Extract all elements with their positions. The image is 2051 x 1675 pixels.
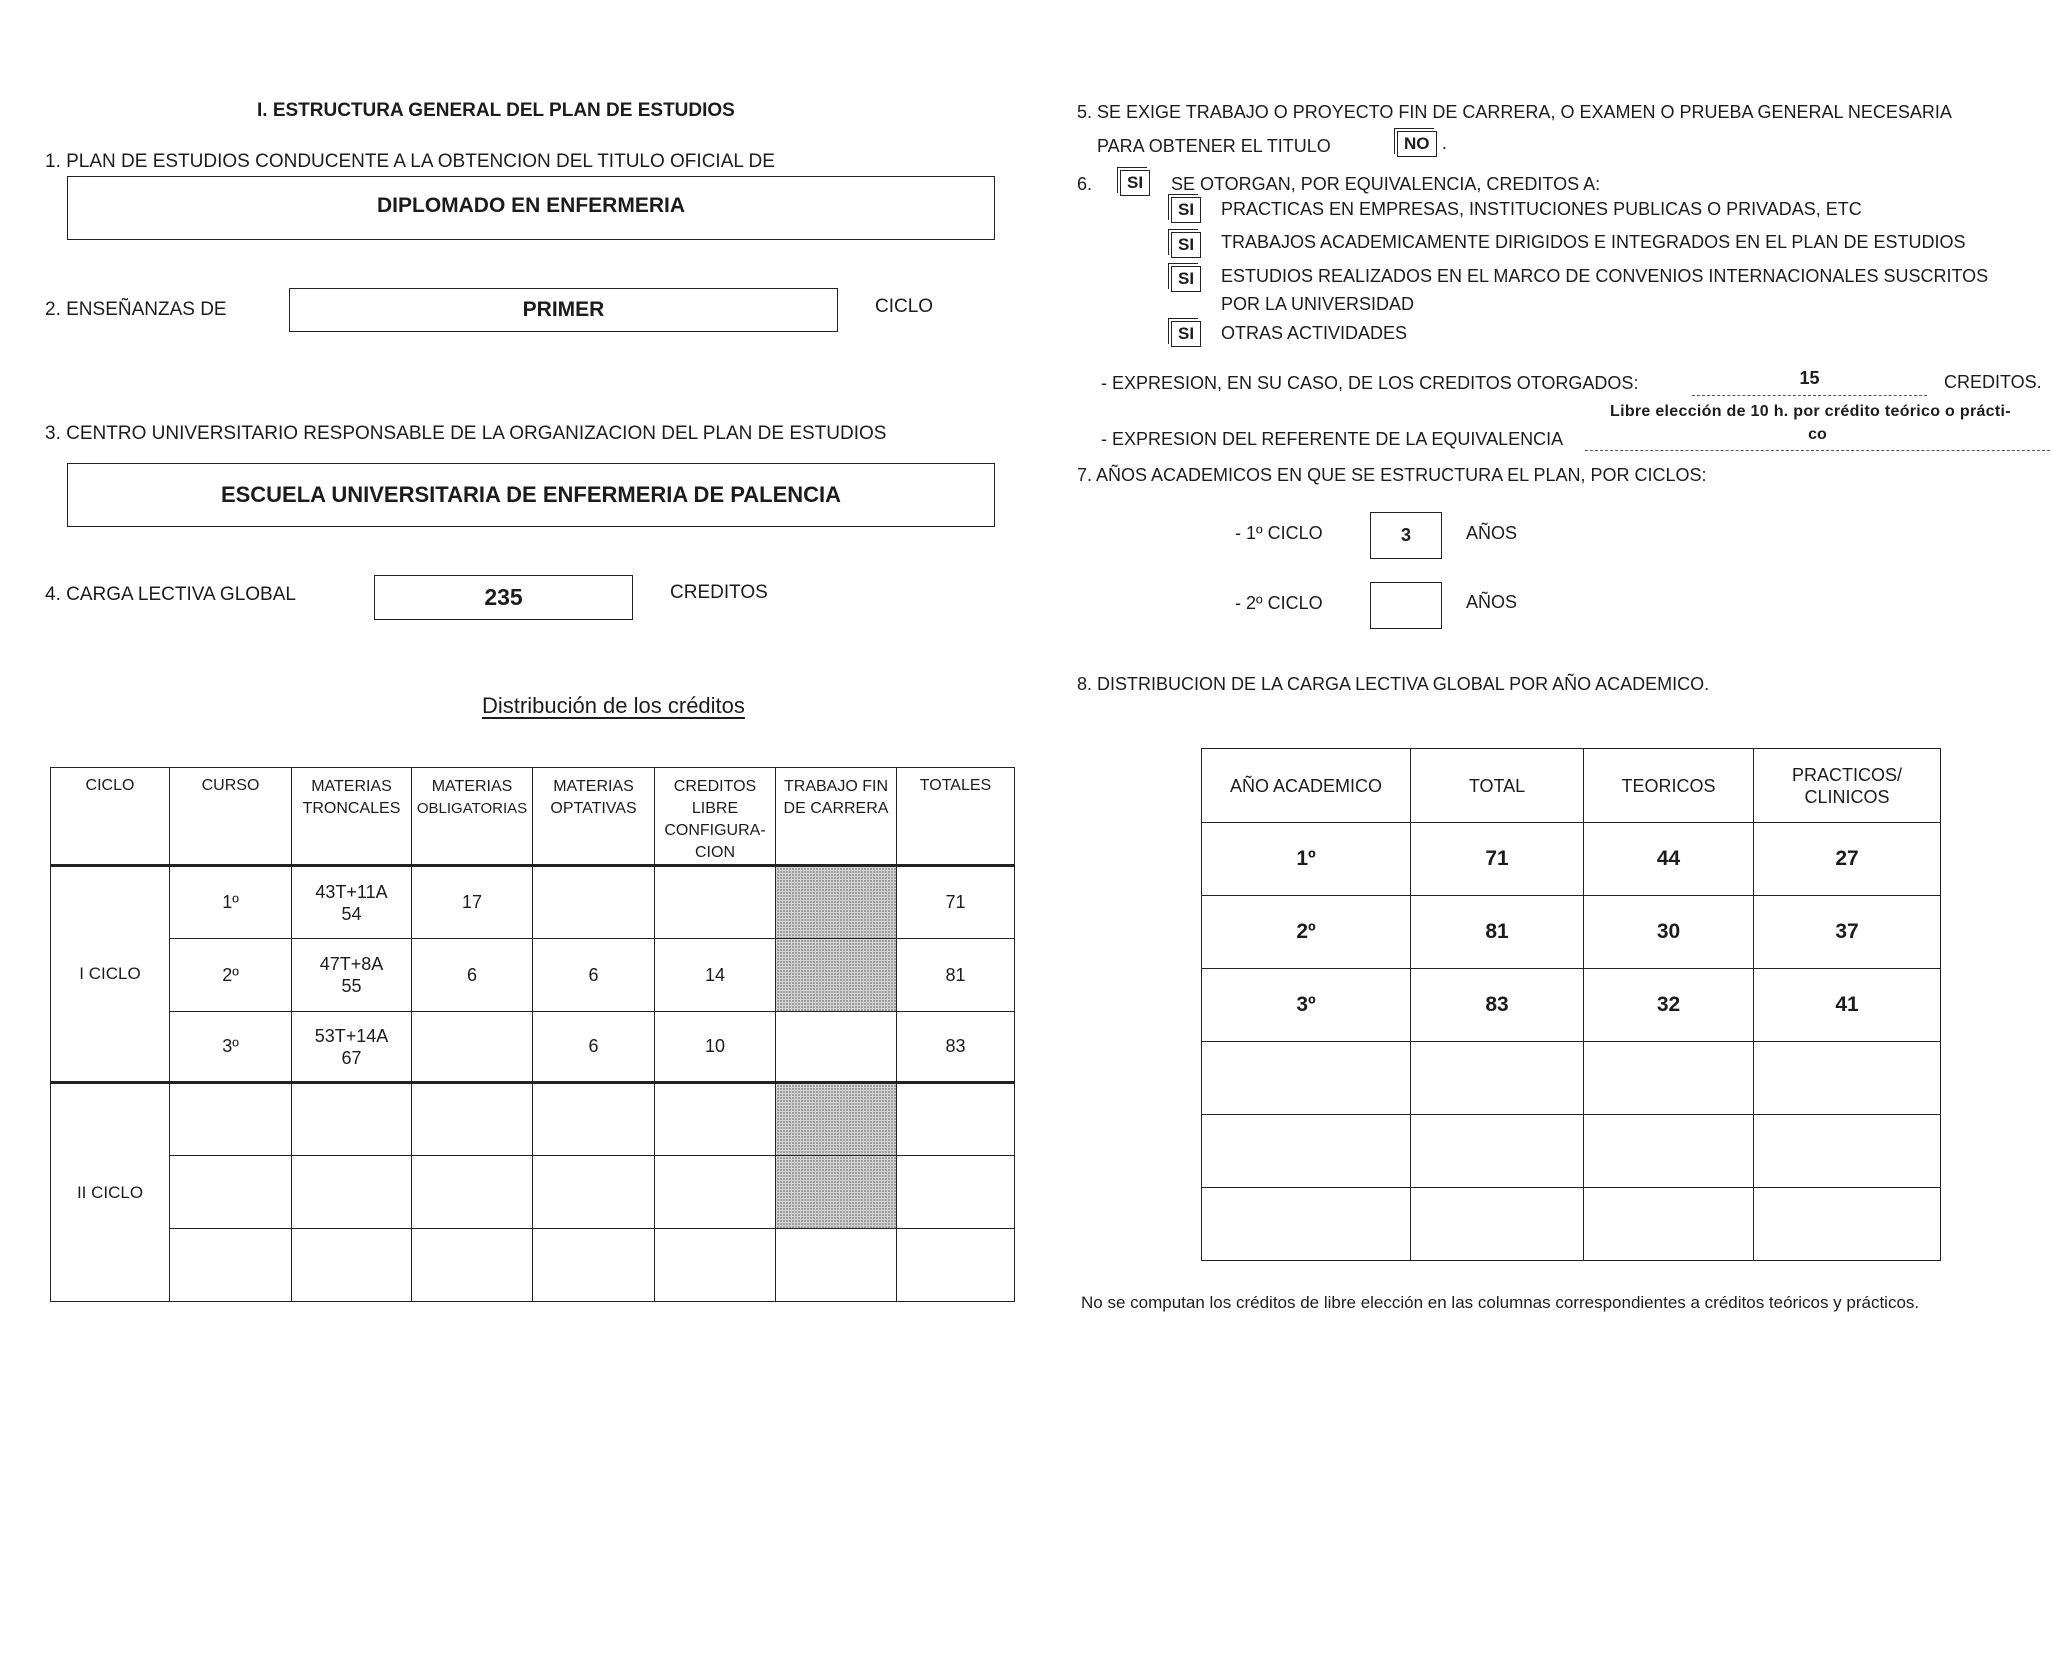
table-row xyxy=(1202,1188,1941,1261)
expr-credits-unit: CREDITOS. xyxy=(1944,372,2042,392)
q6-item-1-box: SI xyxy=(1171,197,1201,223)
table-row xyxy=(51,939,1015,1012)
q6-label: SE OTORGAN, POR EQUIVALENCIA, CREDITOS A: xyxy=(1171,174,1601,194)
q7-cycle1-label: - 1º CICLO xyxy=(1235,523,1323,543)
q6-item-3-answer xyxy=(1171,266,1201,292)
center-field xyxy=(67,463,995,527)
expr-credits-value: 15 xyxy=(1692,368,1927,396)
expr-ref-line2: co xyxy=(1585,426,2050,451)
q5-answer-box: NO xyxy=(1397,131,1437,157)
q7-cycle1-unit: AÑOS xyxy=(1466,523,1518,543)
header-total: TOTAL xyxy=(1411,749,1584,823)
table-row xyxy=(1202,1115,1941,1188)
trabajo-cell xyxy=(776,1012,897,1083)
troncales-cell: 53T+14A 67 xyxy=(292,1012,412,1083)
obligatorias-cell: 6 xyxy=(412,939,533,1012)
totales-cell: 71 xyxy=(897,866,1015,939)
empty-cell xyxy=(170,1083,292,1156)
cycle-field xyxy=(289,288,838,332)
q6-item-3-text2: POR LA UNIVERSIDAD xyxy=(1221,294,1415,314)
optativas-cell: 6 xyxy=(533,939,655,1012)
credits-field xyxy=(374,575,633,620)
obligatorias-cell: 17 xyxy=(412,866,533,939)
empty-cell xyxy=(1411,1188,1584,1261)
empty-cell xyxy=(655,1229,776,1302)
anio-cell: 1º xyxy=(1202,823,1411,896)
empty-cell xyxy=(655,1083,776,1156)
optativas-cell: 6 xyxy=(533,1012,655,1083)
empty-cell xyxy=(1202,1115,1411,1188)
shaded-cell xyxy=(776,866,897,939)
q8-label: 8. DISTRIBUCION DE LA CARGA LECTIVA GLOBAL POR AÑO ACADEMICO. xyxy=(1077,674,1710,694)
q6-item-4-text: OTRAS ACTIVIDADES xyxy=(1221,323,1408,343)
curso-cell: 2º xyxy=(170,939,292,1012)
anio-cell: 3º xyxy=(1202,969,1411,1042)
q4-label: 4. CARGA LECTIVA GLOBAL xyxy=(45,584,296,605)
practicos-cell: 37 xyxy=(1754,896,1941,969)
q5-dot: . xyxy=(1441,133,1448,154)
table-row xyxy=(51,1229,1015,1302)
shaded-cell xyxy=(776,1083,897,1156)
ciclo-2-cell: II CICLO xyxy=(51,1083,170,1302)
header-trabajo-fin-carrera: TRABAJO FIN DE CARRERA xyxy=(776,768,897,866)
empty-cell xyxy=(1411,1042,1584,1115)
empty-cell xyxy=(292,1083,412,1156)
libre-cell: 14 xyxy=(655,939,776,1012)
q6-item-1-answer xyxy=(1171,197,1201,223)
empty-cell xyxy=(897,1083,1015,1156)
empty-cell xyxy=(897,1229,1015,1302)
empty-cell xyxy=(533,1229,655,1302)
header-troncales: MATERIAS TRONCALES xyxy=(292,768,412,866)
q6-answer xyxy=(1120,170,1150,196)
center-value: ESCUELA UNIVERSITARIA DE ENFERMERIA DE PALENCIA xyxy=(220,482,842,507)
empty-cell xyxy=(412,1229,533,1302)
ciclo-1-cell: I CICLO xyxy=(51,866,170,1083)
q6-item-1-text: PRACTICAS EN EMPRESAS, INSTITUCIONES PUBLICAS O PRIVADAS, ETC xyxy=(1221,199,1862,219)
expr-ref-line1: Libre elección de 10 h. por crédito teórico o prácti- xyxy=(1610,403,2011,420)
empty-cell xyxy=(1202,1188,1411,1261)
header-curso: CURSO xyxy=(170,768,292,866)
q7-cycle2-field xyxy=(1370,582,1442,629)
credits-distribution-table xyxy=(50,767,1015,1302)
expr-ref-label: - EXPRESION DEL REFERENTE DE LA EQUIVALENCIA xyxy=(1101,429,1564,449)
header-teoricos: TEORICOS xyxy=(1584,749,1754,823)
q8-footnote: No se computan los créditos de libre elección en las columnas correspondientes a créditos teóricos y prácticos. xyxy=(1081,1293,1920,1312)
header-ciclo: CICLO xyxy=(51,768,170,866)
table-row xyxy=(1202,823,1941,896)
table-row xyxy=(51,1156,1015,1229)
empty-cell xyxy=(1584,1042,1754,1115)
empty-cell xyxy=(776,1229,897,1302)
teoricos-cell: 30 xyxy=(1584,896,1754,969)
expr-credits-label: - EXPRESION, EN SU CASO, DE LOS CREDITOS OTORGADOS: xyxy=(1101,373,1639,393)
header-libre-configuracion: CREDITOS LIBRE CONFIGURA- CION xyxy=(655,768,776,866)
teoricos-cell: 44 xyxy=(1584,823,1754,896)
empty-cell xyxy=(1584,1188,1754,1261)
header-anio: AÑO ACADEMICO xyxy=(1202,749,1411,823)
table-header-row xyxy=(1202,749,1941,823)
empty-cell xyxy=(412,1083,533,1156)
anio-cell: 2º xyxy=(1202,896,1411,969)
q6-answer-box: SI xyxy=(1120,170,1150,196)
empty-cell xyxy=(1202,1042,1411,1115)
shaded-cell xyxy=(776,1156,897,1229)
q6-item-2-text: TRABAJOS ACADEMICAMENTE DIRIGIDOS E INTEGRADOS EN EL PLAN DE ESTUDIOS xyxy=(1221,232,1966,252)
q6-item-4-box: SI xyxy=(1171,321,1201,347)
empty-cell xyxy=(1754,1115,1941,1188)
q6-item-3-box: SI xyxy=(1171,266,1201,292)
q7-cycle2-label: - 2º CICLO xyxy=(1235,593,1323,613)
teoricos-cell: 32 xyxy=(1584,969,1754,1042)
curso-cell: 1º xyxy=(170,866,292,939)
practicos-cell: 27 xyxy=(1754,823,1941,896)
distribution-title: Distribución de los créditos xyxy=(482,693,745,718)
q6-item-3-text: ESTUDIOS REALIZADOS EN EL MARCO DE CONVENIOS INTERNACIONALES SUSCRITOS xyxy=(1221,266,1989,286)
curso-cell: 3º xyxy=(170,1012,292,1083)
empty-cell xyxy=(170,1156,292,1229)
q7-cycle2-unit: AÑOS xyxy=(1466,592,1518,612)
empty-cell xyxy=(412,1156,533,1229)
q7-label: 7. AÑOS ACADEMICOS EN QUE SE ESTRUCTURA EL PLAN, POR CICLOS: xyxy=(1077,465,1707,485)
total-cell: 71 xyxy=(1411,823,1584,896)
empty-cell xyxy=(292,1229,412,1302)
table-header-row xyxy=(51,768,1015,866)
q7-cycle1-value: 3 xyxy=(1400,525,1411,545)
q5-line2: PARA OBTENER EL TITULO xyxy=(1097,136,1331,156)
title-field xyxy=(67,176,995,240)
q3-label: 3. CENTRO UNIVERSITARIO RESPONSABLE DE LA ORGANIZACION DEL PLAN DE ESTUDIOS xyxy=(45,423,887,444)
total-cell: 81 xyxy=(1411,896,1584,969)
empty-cell xyxy=(170,1229,292,1302)
cycle-value: PRIMER xyxy=(522,298,605,321)
q6-item-2-answer xyxy=(1171,232,1201,258)
libre-cell xyxy=(655,866,776,939)
header-obligatorias: MATERIAS OBLIGATORIAS xyxy=(412,768,533,866)
q2-label: 2. ENSEÑANZAS DE xyxy=(45,299,227,320)
q5-line1: 5. SE EXIGE TRABAJO O PROYECTO FIN DE CARRERA, O EXAMEN O PRUEBA GENERAL NECESARIA xyxy=(1077,102,1952,122)
header-optativas: MATERIAS OPTATIVAS xyxy=(533,768,655,866)
optativas-cell xyxy=(533,866,655,939)
title-value: DIPLOMADO EN ENFERMERIA xyxy=(376,194,685,217)
header-totales: TOTALES xyxy=(897,768,1015,866)
header-practicos: PRACTICOS/ CLINICOS xyxy=(1754,749,1941,823)
q6-item-2-box: SI xyxy=(1171,232,1201,258)
credits-value: 235 xyxy=(484,584,523,610)
table-row xyxy=(51,866,1015,939)
obligatorias-cell xyxy=(412,1012,533,1083)
table-row xyxy=(1202,896,1941,969)
totales-cell: 81 xyxy=(897,939,1015,1012)
empty-cell xyxy=(533,1083,655,1156)
troncales-cell: 47T+8A 55 xyxy=(292,939,412,1012)
q1-label: 1. PLAN DE ESTUDIOS CONDUCENTE A LA OBTENCION DEL TITULO OFICIAL DE xyxy=(45,151,775,172)
empty-cell xyxy=(1754,1042,1941,1115)
q4-suffix: CREDITOS xyxy=(670,582,768,603)
q6-item-4-answer xyxy=(1171,321,1201,347)
years-distribution-table xyxy=(1201,748,1941,1261)
table-row xyxy=(1202,969,1941,1042)
practicos-cell: 41 xyxy=(1754,969,1941,1042)
q6-number: 6. xyxy=(1077,174,1093,194)
empty-cell xyxy=(655,1156,776,1229)
q5-answer xyxy=(1397,131,1447,157)
table-row xyxy=(51,1083,1015,1156)
empty-cell xyxy=(292,1156,412,1229)
empty-cell xyxy=(897,1156,1015,1229)
empty-cell xyxy=(1411,1115,1584,1188)
shaded-cell xyxy=(776,939,897,1012)
empty-cell xyxy=(533,1156,655,1229)
table-row xyxy=(51,1012,1015,1083)
section-title: I. ESTRUCTURA GENERAL DEL PLAN DE ESTUDIOS xyxy=(257,100,735,121)
libre-cell: 10 xyxy=(655,1012,776,1083)
empty-cell xyxy=(1584,1115,1754,1188)
q2-suffix: CICLO xyxy=(875,296,934,317)
total-cell: 83 xyxy=(1411,969,1584,1042)
totales-cell: 83 xyxy=(897,1012,1015,1083)
q7-cycle1-field xyxy=(1370,512,1442,559)
troncales-cell: 43T+11A 54 xyxy=(292,866,412,939)
table-row xyxy=(1202,1042,1941,1115)
empty-cell xyxy=(1754,1188,1941,1261)
